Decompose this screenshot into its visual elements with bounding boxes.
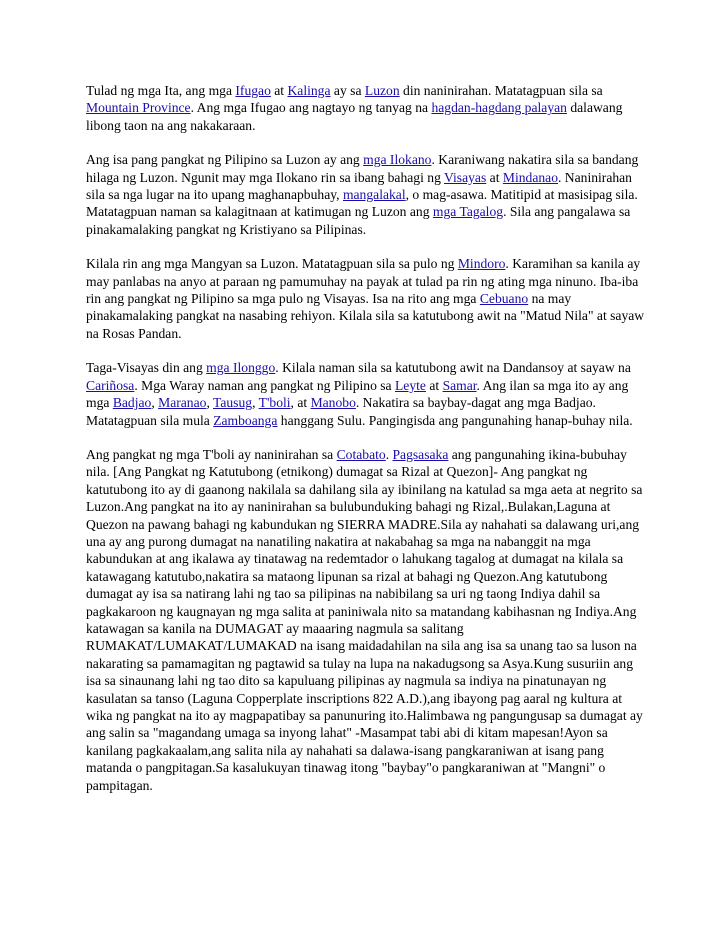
- text-run: at: [270, 83, 288, 98]
- text-run: , o mag-asawa. Matitipid at masisipag sila. Matatagpuan naman sa kalagitnaan at katimugan ng Luzon ang: [86, 187, 638, 220]
- link[interactable]: Kalinga: [287, 83, 331, 98]
- text-run: na may pinakamalaking pangkat na nasabing rehiyon. Kilala sila sa katutubong awit na "Matud Nila" at sayaw na Rosas Pandan.: [86, 291, 645, 341]
- link[interactable]: Samar: [442, 377, 477, 393]
- text-run: dalawang libong taon na ang nakakaraan.: [86, 100, 623, 133]
- document-page: [86, 82, 648, 811]
- text-run: Ang pangkat ng mga T'boli ay naninirahan sa: [86, 446, 337, 462]
- text-run: Ang isa pang pangkat ng Pilipino sa Luzon ay ang: [86, 152, 364, 168]
- link[interactable]: mangalakal: [342, 187, 406, 203]
- link[interactable]: mga Tagalog: [432, 204, 504, 220]
- link[interactable]: Manobo: [310, 395, 356, 411]
- link[interactable]: Mindanao: [502, 169, 558, 185]
- link[interactable]: hagdan-hagdang palayan: [431, 100, 567, 116]
- text-run: ay sa: [330, 83, 365, 98]
- text-run: , at: [290, 395, 311, 411]
- text-run: . Kilala naman sila sa katutubong awit na Dandansoy at sayaw na: [275, 360, 631, 376]
- paragraph-1: [86, 82, 648, 134]
- paragraph-2: [86, 151, 648, 238]
- text-run: ,: [206, 395, 213, 411]
- link[interactable]: Mindoro: [457, 256, 506, 272]
- text-run: ang pangunahing ikina-bubuhay nila. [Ang Pangkat ng Katutubong (etnikong) dumagat sa Rizal at Quezon]- Ang pangkat ng katutubong ito ay di gaanong nakilala sa dahilang sila ay ibinilang na katulad sa mga aeta at negrito sa Luzon.Ang pangkat na ito ay naninirahan sa bulubunduking bahagi ng Rizal,.Bulakan,Laguna at Quezon na pawang bahagi ng kabundukan ng SIERRA MADRE.Sila ay nahahati sa dalawang uri,ang una ay ang purong dumagat na nanatiling nakatira at nakabahag sa mga na nabanggit na mga kabundukan at ang ikalawa ay tinatawag na redemtador o lahukang tagalog at dumagat na kilala sa katawagang katutubo,nakatira sa mataong lipunan sa rizal at bahagi ng Quezon.Ang katutubong dumagat ay isa sa natirang lahi ng tao sa pilipinas na nabibilang sa uri ng taong Indiya dahil sa pagkakaroon ng kaugnayan ng mga salita at paniniwala nito sa matandang kabihasnan ng Indiya.Ang katawagan sa kanila na DUMAGAT ay maaaring nagmula sa salitang RUMAKAT/LUMAKAT/LUMAKAD na isang maidadahilan na sila ang isa sa unang tao sa luson na nakarating sa pamamagitan ng pagtawid sa tulay na lupa na nakadugsong sa Asya.Kung susuriin ang isa sa sinaunang lahi ng tao dito sa kapuluang pilipinas ay nagmula sa indiya na pinatunayan ng kasulatan sa tanso (Laguna Copperplate inscriptions 822 A.D.),ang ibayong pag aaral ng kultura at wika ng pangkat na ito ay magpapatibay sa panunuring ito.Halimbawa ng pangungusap sa dumagat ay ang salin sa "magandang umaga sa inyong lahat" -Masampat tabi abi di kitam mapesan!Ayon sa kanilang pagkakaalam,ang salita nila ay nahahati sa dalawa-isang pangkaraniwan at isang pang matanda o pangpitagan.Sa kasalukuyan tinawag itong "baybay"o pangkaraniwan at "Mangni" o pampitagan.: [86, 446, 643, 793]
- link[interactable]: mga Ilokano: [363, 152, 432, 168]
- text-run: ,: [252, 395, 259, 411]
- link[interactable]: Badjao: [112, 395, 152, 411]
- text-run: Taga-Visayas din ang: [86, 360, 207, 376]
- link[interactable]: Maranao: [158, 395, 207, 411]
- link[interactable]: Zamboanga: [213, 412, 278, 428]
- text-run: ,: [151, 395, 159, 411]
- link[interactable]: Tausug: [213, 395, 253, 411]
- link[interactable]: T'boli: [258, 395, 291, 411]
- text-run: at: [486, 169, 503, 185]
- link[interactable]: Pagsasaka: [392, 446, 449, 462]
- link[interactable]: Ifugao: [235, 83, 271, 98]
- text-run: .: [385, 446, 393, 462]
- link[interactable]: Visayas: [444, 169, 487, 185]
- text-run: Kilala rin ang mga Mangyan sa Luzon. Matatagpuan sila sa pulo ng: [86, 256, 458, 272]
- link[interactable]: Leyte: [395, 377, 426, 393]
- text-run: . Naninirahan sila sa nga lugar na ito upang maghanapbuhay,: [86, 169, 632, 203]
- link[interactable]: mga Ilonggo: [206, 360, 276, 376]
- link[interactable]: Mountain Province: [86, 100, 191, 116]
- text-run: at: [425, 377, 443, 393]
- text-run: Tulad ng mga Ita, ang mga: [86, 83, 236, 98]
- text-run: hanggang Sulu. Pangingisda ang pangunahing hanap-buhay nila.: [277, 412, 633, 428]
- text-run: . Ang ilan sa mga ito ay ang mga: [86, 377, 629, 411]
- text-run: . Karamihan sa kanila ay may panlabas na anyo at paraan ng pamumuhay na payak at tulad pa rin ng ating mga ninuno. Iba-iba rin ang pangkat ng Pilipino sa mga pulo ng Visayas. Isa na rito ang mga: [86, 256, 641, 307]
- paragraph-3: [86, 255, 648, 342]
- text-run: . Sila ang pangalawa sa pinakamalaking pangkat ng Kristiyano sa Pilipinas.: [86, 204, 631, 237]
- link[interactable]: Cariñosa: [86, 377, 135, 393]
- text-run: . Nakatira sa baybay-dagat ang mga Badjao. Matatagpuan sila mula: [86, 395, 596, 428]
- link[interactable]: Cotabato: [336, 446, 386, 462]
- text-run: din naninirahan. Matatagpuan sila sa: [399, 83, 603, 98]
- text-run: . Ang mga Ifugao ang nagtayo ng tanyag na: [190, 100, 432, 116]
- link[interactable]: Cebuano: [479, 291, 529, 307]
- link[interactable]: Luzon: [364, 83, 400, 98]
- paragraph-4: [86, 359, 648, 429]
- text-run: . Karaniwang nakatira sila sa bandang hilaga ng Luzon. Ngunit may mga Ilokano rin sa ibang bahagi ng: [86, 152, 639, 185]
- text-run: . Mga Waray naman ang pangkat ng Pilipino sa: [134, 377, 395, 393]
- paragraph-5: [86, 446, 648, 794]
